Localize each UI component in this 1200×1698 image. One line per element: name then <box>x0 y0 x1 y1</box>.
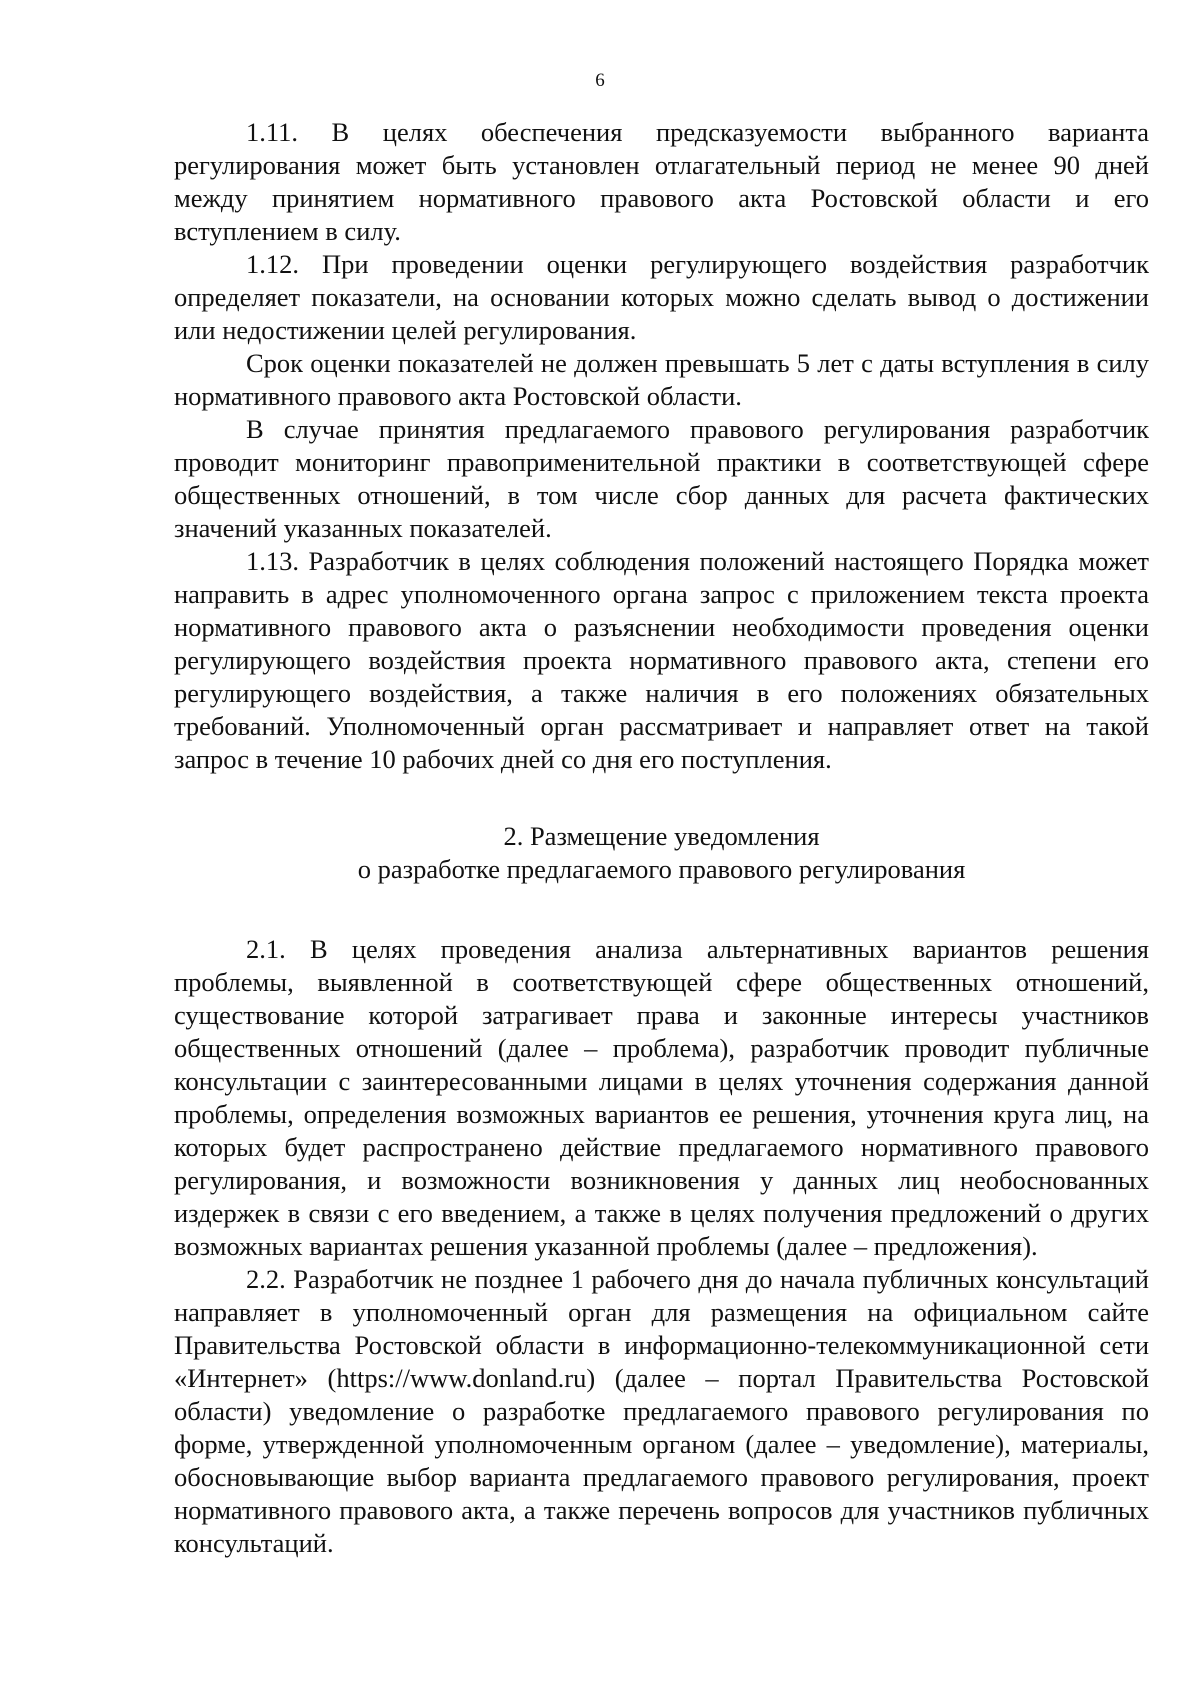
document-body <box>174 116 1149 1560</box>
paragraph-2-1: 2.1. В целях проведения анализа альтернативных вариантов решения проблемы, выявленной в соответствующей сфере общественных отношений, существование которой затрагивает права и законные интересы участников общественных отношений (далее – проблема), разработчик проводит публичные консультации с заинтересованными лицами в целях уточнения содержания данной проблемы, определения возможных вариантов ее решения, уточнения круга лиц, на которых будет распространено действие предлагаемого нормативного правового регулирования, и возможности возникновения у данных лиц необоснованных издержек в связи с его введением, а также в целях получения предложений о других возможных вариантах решения указанной проблемы (далее – предложения). <box>174 934 1149 1261</box>
paragraph-1-12: 1.12. При проведении оценки регулирующего воздействия разработчик определяет показатели, на основании которых можно сделать вывод о достижении или недостижении целей регулирования. <box>174 249 1149 345</box>
paragraph-2-2: 2.2. Разработчик не позднее 1 рабочего дня до начала публичных консультаций направляет в уполномоченный орган для размещения на официальном сайте Правительства Ростовской области в информационно-телекоммуникационной сети «Интернет» (https://www.donland.ru) (далее – портал Правительства Ростовской области) уведомление о разработке предлагаемого правового регулирования по форме, утвержденной уполномоченным органом (далее – уведомление), материалы, обосновывающие выбор варианта предлагаемого правового регулирования, проект нормативного правового акта, а также перечень вопросов для участников публичных консультаций. <box>174 1264 1149 1558</box>
paragraph-evaluation-period: Срок оценки показателей не должен превышать 5 лет с даты вступления в силу нормативного правового акта Ростовской области. <box>174 348 1149 411</box>
page-number: 6 <box>595 70 605 91</box>
section-heading <box>174 820 1149 886</box>
paragraph-1-11: 1.11. В целях обеспечения предсказуемости выбранного варианта регулирования может быть установлен отлагательный период не менее 90 дней между принятием нормативного правового акта Ростовской области и его вступлением в силу. <box>174 117 1149 246</box>
paragraph-monitoring: В случае принятия предлагаемого правового регулирования разработчик проводит мониторинг правоприменительной практики в соответствующей сфере общественных отношений, в том числе сбор данных для расчета фактических значений указанных показателей. <box>174 414 1149 543</box>
section-heading-line-2: о разработке предлагаемого правового регулирования <box>357 854 966 884</box>
section-heading-line-1: 2. Размещение уведомления <box>503 821 820 851</box>
paragraph-1-13: 1.13. Разработчик в целях соблюдения положений настоящего Порядка может направить в адрес уполномоченного органа запрос с приложением текста проекта нормативного правового акта о разъяснении необходимости проведения оценки регулирующего воздействия проекта нормативного правового акта, степени его регулирующего воздействия, а также наличия в его положениях обязательных требований. Уполномоченный орган рассматривает и направляет ответ на такой запрос в течение 10 рабочих дней со дня его поступления. <box>174 546 1149 774</box>
